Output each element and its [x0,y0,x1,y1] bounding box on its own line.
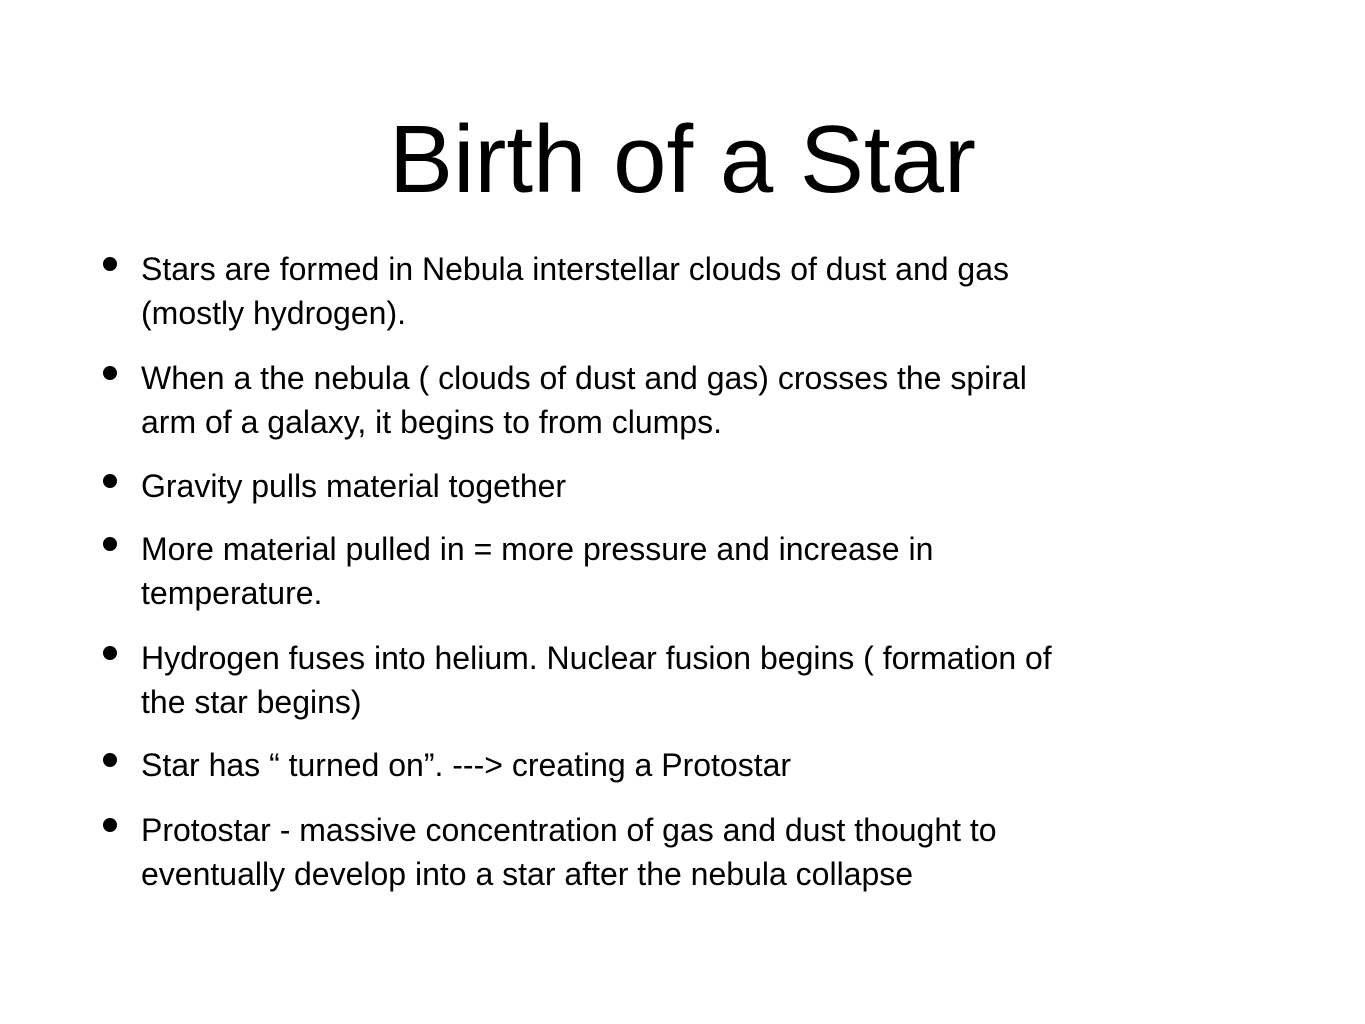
bullet-text: When a the nebula ( clouds of dust and gas) crosses the spiral arm of a galaxy, it begins to from clumps. [141,360,1027,440]
bullet-text: Stars are formed in Nebula interstellar clouds of dust and gas (mostly hydrogen). [141,251,1010,331]
bullet-text: Star has “ turned on”. ---> creating a Protostar [141,747,792,783]
bullet-dot-icon [103,537,117,551]
bullet-text: Hydrogen fuses into helium. Nuclear fusion begins ( formation of the star begins) [141,640,1052,720]
bullet-dot-icon [103,753,117,767]
bullet-text: Gravity pulls material together [141,468,567,504]
bullet-text: More material pulled in = more pressure and increase in temperature. [141,531,934,611]
bullet-dot-icon [103,646,117,660]
bullet-dot-icon [103,818,117,832]
bullet-text: Protostar - massive concentration of gas and dust thought to eventually develop into a star after the nebula collapse [141,812,997,892]
bullet-dot-icon [103,474,117,488]
bullet-dot-icon [103,257,117,271]
bullet-dot-icon [103,366,117,380]
slide-title: Birth of a Star [389,106,976,213]
